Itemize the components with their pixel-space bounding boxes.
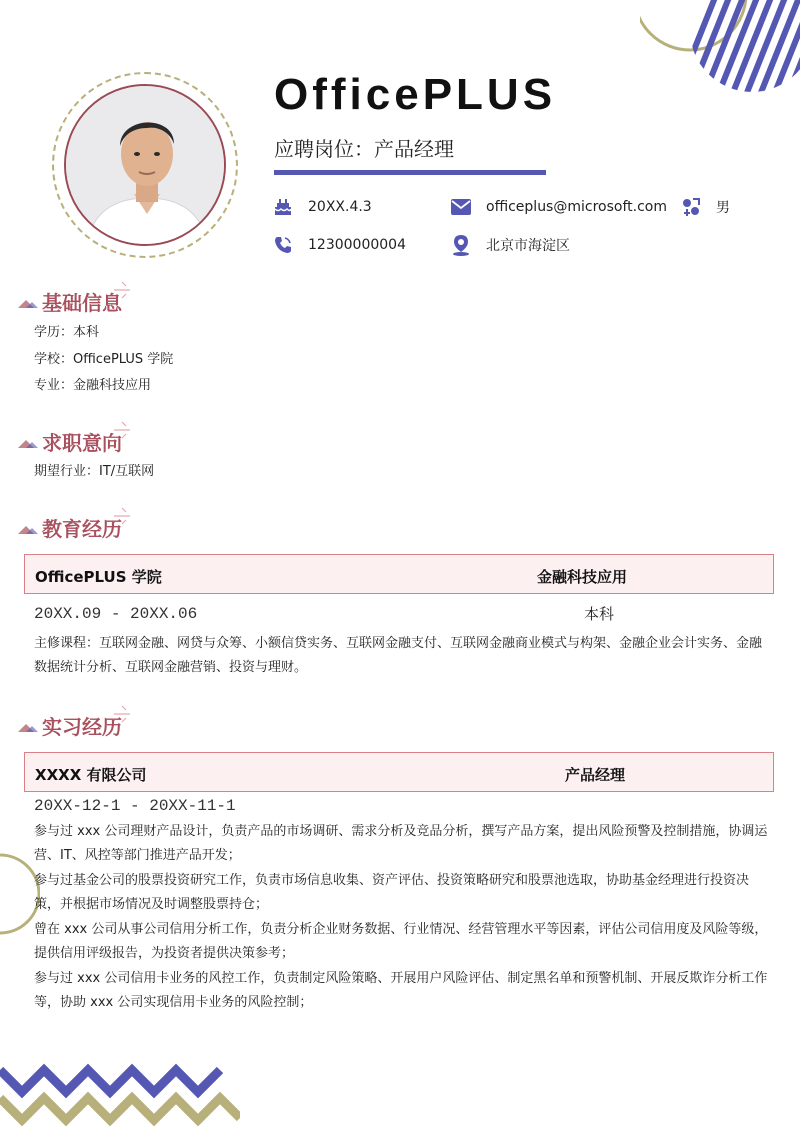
sparkle-icon — [112, 280, 132, 300]
phone-info — [272, 234, 406, 256]
sparkle-icon — [112, 420, 132, 440]
section-title-intent: 求职意向 — [42, 430, 122, 455]
gender-icon — [680, 196, 702, 218]
section-mark-icon — [18, 512, 42, 542]
person-silhouette-icon — [66, 86, 226, 246]
location-value: 北京市海淀区 — [486, 238, 570, 254]
email-info — [450, 196, 667, 218]
section-header-intent — [18, 426, 132, 456]
education-degree: 本科 — [584, 605, 615, 623]
mail-icon — [450, 196, 472, 218]
company-name: XXXX 有限公司 — [35, 766, 147, 784]
gender-info — [680, 196, 730, 218]
section-mark-icon — [18, 426, 42, 456]
bottom-zigzag-decoration — [0, 1060, 240, 1130]
role-name: 产品经理 — [565, 766, 626, 784]
internship-item: 参与过 xxx 公司信用卡业务的风控工作，负责制定风险策略、开展用户风险评估、制定黑名单和预警机制、开展反欺诈分析工作等，协助 xxx 公司实现信用卡业务的风险控制； — [34, 971, 768, 1010]
internship-box — [24, 752, 774, 792]
sparkle-icon — [112, 704, 132, 724]
basic-line-2: 专业：金融科技应用 — [34, 378, 152, 393]
section-header-education — [18, 512, 132, 542]
section-mark-icon — [18, 710, 42, 740]
location-info — [450, 234, 570, 256]
location-pin-icon — [450, 234, 472, 256]
internship-item: 曾在 xxx 公司从事公司信用分析工作，负责分析企业财务数据、行业情况、经营管理水平等因素，评估公司信用度及风险等级，提供信用评级报告，为投资者提供决策参考； — [34, 922, 768, 961]
birth-info — [272, 196, 372, 218]
birth-date: 20XX.4.3 — [308, 199, 372, 215]
education-courses: 主修课程：互联网金融、网贷与众筹、小额信贷实务、互联网金融支付、互联网金融商业模式与构架、金融企业会计实务、金融数据统计分析、互联网金融营销、投资与理财。 — [34, 636, 763, 675]
section-title-basic: 基础信息 — [42, 290, 122, 315]
section-header-internship — [18, 710, 132, 740]
top-right-decoration — [640, 0, 800, 100]
education-box — [24, 554, 774, 594]
avatar — [64, 84, 226, 246]
internship-period: 20XX-12-1 - 20XX-11-1 — [34, 797, 236, 815]
section-header-basic — [18, 286, 132, 316]
basic-line-0: 学历：本科 — [34, 325, 100, 340]
candidate-name: OfficePLUS — [274, 70, 557, 119]
sparkle-icon — [112, 506, 132, 526]
applied-position: 应聘岗位：产品经理 — [274, 137, 454, 161]
internship-item: 参与过基金公司的股票投资研究工作，负责市场信息收集、资产评估、投资策略研究和股票池选取，协助基金经理进行投资决策，并根据市场情况及时调整股票持仓； — [34, 873, 750, 912]
birthday-cake-icon — [272, 196, 294, 218]
section-title-internship: 实习经历 — [42, 714, 122, 739]
intent-line-0: 期望行业：IT/互联网 — [34, 464, 155, 479]
email-address[interactable]: officeplus@microsoft.com — [486, 199, 667, 215]
section-mark-icon — [18, 286, 42, 316]
phone-number[interactable]: 12300000004 — [308, 237, 406, 253]
gender-value: 男 — [716, 200, 730, 216]
education-period: 20XX.09 - 20XX.06 — [34, 605, 198, 623]
school-name: OfficePLUS 学院 — [35, 568, 162, 586]
basic-line-1: 学校：OfficePLUS 学院 — [34, 352, 174, 367]
section-title-education: 教育经历 — [42, 516, 122, 541]
title-underline — [274, 170, 546, 175]
phone-icon — [272, 234, 294, 256]
internship-item: 参与过 xxx 公司理财产品设计，负责产品的市场调研、需求分析及竞品分析，撰写产品方案，提出风险预警及控制措施，协调运营、IT、风控等部门推进产品开发； — [34, 824, 768, 863]
major-name: 金融科技应用 — [537, 568, 628, 586]
